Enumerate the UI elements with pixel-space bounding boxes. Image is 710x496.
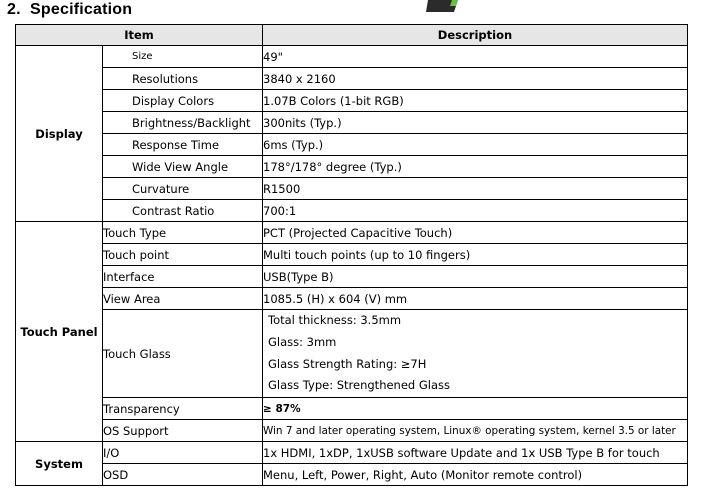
spec-label: Contrast Ratio <box>103 200 263 222</box>
decorative-graphic <box>426 0 460 12</box>
table-row <box>16 464 688 486</box>
spec-value: 3840 x 2160 <box>263 68 688 90</box>
table-row <box>16 442 688 464</box>
table-row <box>16 222 688 244</box>
spec-label: Touch Glass <box>103 310 263 398</box>
spec-value-line: Glass Type: Strengthened Glass <box>268 378 451 393</box>
spec-value: Win 7 and later operating system, Linux® operating system, kernel 3.5 or later <box>263 420 688 442</box>
spec-label: OS Support <box>103 420 263 442</box>
section-title: Specification <box>30 1 133 18</box>
specification-table <box>15 24 688 486</box>
spec-value: R1500 <box>263 178 688 200</box>
spec-label: Wide View Angle <box>103 156 263 178</box>
table-row <box>16 200 688 222</box>
spec-label: Touch Type <box>103 222 263 244</box>
category-system: System <box>16 442 103 486</box>
spec-value: 700:1 <box>263 200 688 222</box>
spec-label: Interface <box>103 266 263 288</box>
table-row <box>16 266 688 288</box>
table-row <box>16 46 688 68</box>
spec-value-line: Glass Strength Rating: ≥7H <box>268 356 427 371</box>
spec-value: Multi touch points (up to 10 fingers) <box>263 244 688 266</box>
table-row <box>16 156 688 178</box>
category-display: Display <box>16 46 103 222</box>
spec-label: Curvature <box>103 178 263 200</box>
spec-value: 1x HDMI, 1xDP, 1xUSB software Update and 1x USB Type B for touch <box>263 442 688 464</box>
spec-label: Resolutions <box>103 68 263 90</box>
spec-value: 1085.5 (H) x 604 (V) mm <box>263 288 688 310</box>
spec-value: 300nits (Typ.) <box>263 112 688 134</box>
section-number: 2. <box>7 1 21 18</box>
table-row <box>16 134 688 156</box>
spec-label: Response Time <box>103 134 263 156</box>
spec-value: 49" <box>263 46 688 68</box>
column-header-description: Description <box>263 25 688 46</box>
spec-value: USB(Type B) <box>263 266 688 288</box>
table-header-row <box>16 25 688 46</box>
spec-label: I/O <box>103 442 263 464</box>
spec-label: View Area <box>103 288 263 310</box>
spec-value: 6ms (Typ.) <box>263 134 688 156</box>
spec-value: 178°/178° degree (Typ.) <box>263 156 688 178</box>
table-row <box>16 310 688 398</box>
table-row <box>16 244 688 266</box>
spec-value-line: Glass: 3mm <box>268 334 337 349</box>
table-row <box>16 112 688 134</box>
spec-value-multiline <box>263 310 688 398</box>
spec-value: Menu, Left, Power, Right, Auto (Monitor remote control) <box>263 464 688 486</box>
table-row <box>16 398 688 420</box>
spec-value: 1.07B Colors (1-bit RGB) <box>263 90 688 112</box>
column-header-item: Item <box>16 25 263 46</box>
table-row <box>16 68 688 90</box>
table-row <box>16 420 688 442</box>
table-row <box>16 90 688 112</box>
section-heading <box>7 1 132 19</box>
table-row <box>16 288 688 310</box>
category-touch-panel: Touch Panel <box>16 222 103 442</box>
spec-value: ≥ 87% <box>263 398 688 420</box>
spec-label: Touch point <box>103 244 263 266</box>
spec-label: OSD <box>103 464 263 486</box>
spec-label: Display Colors <box>103 90 263 112</box>
table-row <box>16 178 688 200</box>
spec-label: Brightness/Backlight <box>103 112 263 134</box>
spec-label: Size <box>103 46 263 68</box>
spec-value: PCT (Projected Capacitive Touch) <box>263 222 688 244</box>
spec-value-line: Total thickness: 3.5mm <box>268 313 402 327</box>
spec-label: Transparency <box>103 398 263 420</box>
